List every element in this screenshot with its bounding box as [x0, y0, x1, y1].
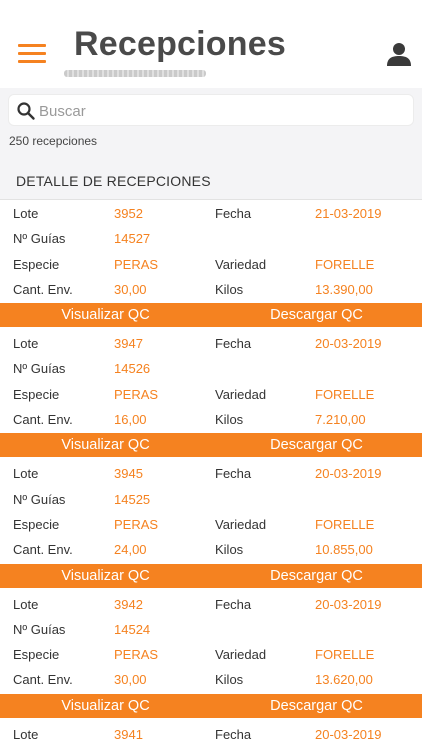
variedad-label: Variedad	[215, 256, 267, 272]
search-icon	[16, 101, 36, 121]
guias-value: 14527	[114, 231, 151, 247]
fecha-value: 20-03-2019	[315, 596, 382, 612]
descargar-qc-button[interactable]: Descargar QC	[270, 697, 363, 714]
reception-row	[0, 252, 422, 277]
reception-row	[0, 592, 422, 617]
lote-label: Lote	[13, 726, 39, 742]
search-input[interactable]	[39, 99, 399, 123]
qc-actions-bar	[0, 433, 422, 457]
fecha-label: Fecha	[215, 726, 252, 742]
kilos-value: 13.390,00	[315, 281, 373, 297]
lote-label: Lote	[13, 596, 39, 612]
descargar-qc-button[interactable]: Descargar QC	[270, 437, 363, 454]
cant-env-value: 30,00	[114, 672, 147, 688]
receptions-list	[0, 201, 422, 747]
guias-label: Nº Guías	[13, 491, 66, 507]
variedad-value: FORELLE	[315, 256, 375, 272]
cant-env-value: 24,00	[114, 542, 147, 558]
especie-value: PERAS	[114, 256, 159, 272]
reception-row	[0, 537, 422, 562]
variedad-label: Variedad	[215, 516, 267, 532]
lote-value: 3952	[114, 206, 143, 221]
lote-value: 3947	[114, 336, 143, 352]
cant-env-label: Cant. Env.	[13, 672, 73, 688]
especie-label: Especie	[13, 647, 60, 663]
lote-label: Lote	[13, 466, 39, 482]
qc-actions-bar	[0, 303, 422, 327]
descargar-qc-button[interactable]: Descargar QC	[270, 567, 363, 584]
kilos-value: 10.855,00	[315, 542, 373, 558]
title-underline-decoration	[64, 70, 206, 77]
reception-row	[0, 407, 422, 432]
guias-value: 14526	[114, 361, 151, 377]
fecha-value: 20-03-2019	[315, 466, 382, 482]
reception-row	[0, 722, 422, 747]
reception-row	[0, 331, 422, 356]
reception-row	[0, 461, 422, 486]
reception-row	[0, 382, 422, 407]
reception-row	[0, 642, 422, 667]
especie-label: Especie	[13, 516, 60, 532]
reception-row	[0, 226, 422, 251]
especie-value: PERAS	[114, 647, 159, 663]
kilos-label: Kilos	[215, 542, 244, 558]
fecha-label: Fecha	[215, 596, 252, 612]
kilos-value: 13.620,00	[315, 672, 373, 688]
especie-value: PERAS	[114, 516, 159, 532]
hamburger-menu-icon[interactable]	[18, 44, 46, 64]
reception-card	[0, 331, 422, 457]
reception-row	[0, 487, 422, 512]
lote-value: 3941	[114, 726, 143, 742]
receptions-count: 250 recepciones	[9, 134, 98, 148]
visualizar-qc-button[interactable]: Visualizar QC	[61, 697, 150, 714]
fecha-label: Fecha	[215, 336, 252, 352]
guias-label: Nº Guías	[13, 621, 66, 637]
especie-label: Especie	[13, 256, 60, 272]
fecha-value: 21-03-2019	[315, 206, 382, 221]
especie-label: Especie	[13, 386, 60, 402]
guias-value: 14525	[114, 491, 151, 507]
kilos-label: Kilos	[215, 412, 244, 428]
variedad-value: FORELLE	[315, 647, 375, 663]
search-box[interactable]	[8, 94, 414, 126]
reception-row	[0, 667, 422, 692]
cant-env-label: Cant. Env.	[13, 412, 73, 428]
variedad-label: Variedad	[215, 647, 267, 663]
reception-row	[0, 617, 422, 642]
reception-card	[0, 722, 422, 747]
guias-label: Nº Guías	[13, 361, 66, 377]
kilos-label: Kilos	[215, 281, 244, 297]
cant-env-value: 16,00	[114, 412, 147, 428]
reception-row	[0, 356, 422, 381]
reception-row	[0, 512, 422, 537]
qc-actions-bar	[0, 564, 422, 588]
guias-label: Nº Guías	[13, 231, 66, 247]
cant-env-label: Cant. Env.	[13, 542, 73, 558]
section-title: DETALLE DE RECEPCIONES	[16, 173, 211, 189]
variedad-label: Variedad	[215, 386, 267, 402]
cant-env-value: 30,00	[114, 281, 147, 297]
reception-card	[0, 201, 422, 327]
reception-row	[0, 277, 422, 302]
lote-value: 3942	[114, 596, 143, 612]
reception-row	[0, 201, 422, 226]
visualizar-qc-button[interactable]: Visualizar QC	[61, 437, 150, 454]
guias-value: 14524	[114, 621, 151, 637]
search-bar-area	[0, 88, 422, 200]
visualizar-qc-button[interactable]: Visualizar QC	[61, 307, 150, 324]
fecha-value: 20-03-2019	[315, 336, 382, 352]
variedad-value: FORELLE	[315, 386, 375, 402]
especie-value: PERAS	[114, 386, 159, 402]
kilos-label: Kilos	[215, 672, 244, 688]
page-title: Recepciones	[74, 25, 286, 63]
kilos-value: 7.210,00	[315, 412, 366, 428]
descargar-qc-button[interactable]: Descargar QC	[270, 307, 363, 324]
fecha-value: 20-03-2019	[315, 726, 382, 742]
reception-card	[0, 461, 422, 587]
app-header	[0, 0, 422, 88]
user-icon[interactable]	[386, 42, 412, 66]
visualizar-qc-button[interactable]: Visualizar QC	[61, 567, 150, 584]
lote-label: Lote	[13, 336, 39, 352]
reception-card	[0, 592, 422, 718]
variedad-value: FORELLE	[315, 516, 375, 532]
qc-actions-bar	[0, 694, 422, 718]
cant-env-label: Cant. Env.	[13, 281, 73, 297]
fecha-label: Fecha	[215, 466, 252, 482]
lote-label: Lote	[13, 206, 39, 221]
lote-value: 3945	[114, 466, 143, 482]
fecha-label: Fecha	[215, 206, 252, 221]
